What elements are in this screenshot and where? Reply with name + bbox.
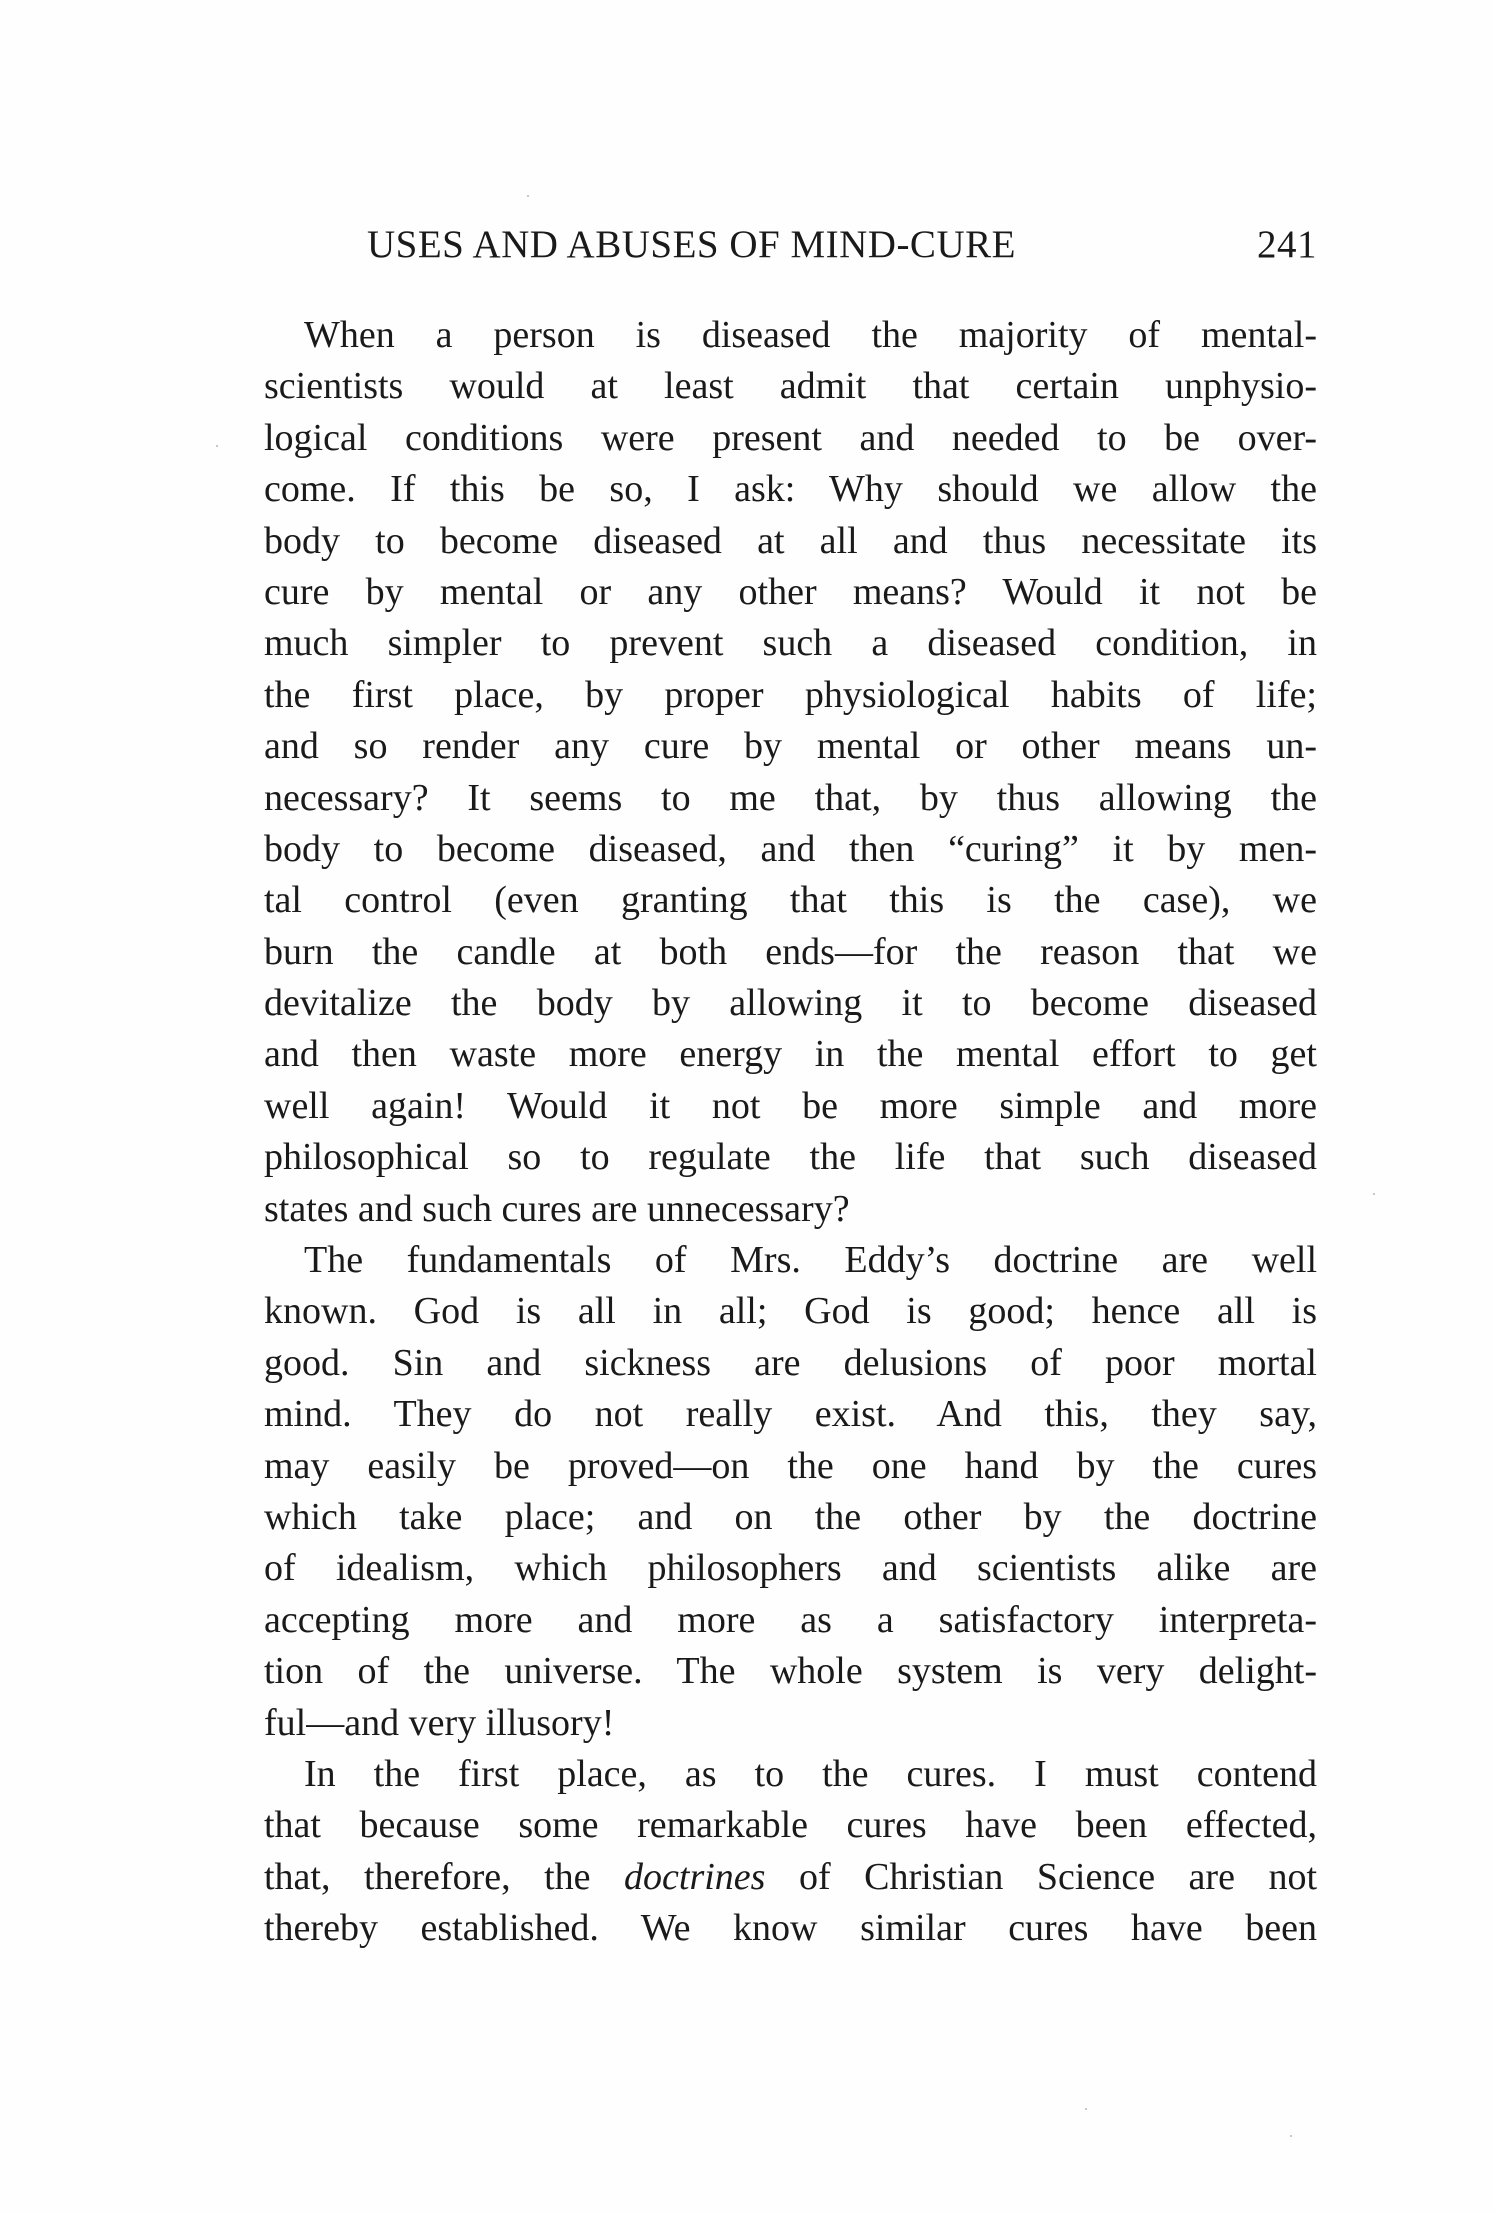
text-line: known. God is all in all; God is good; hence all is [264,1290,1317,1333]
page-number: 241 [1257,223,1317,266]
text-line: tion of the universe. The whole system is very delight- [264,1650,1317,1693]
text-line: good. Sin and sickness are delusions of poor mortal [264,1341,1317,1384]
text-line: of idealism, which philosophers and scientists alike are [264,1547,1317,1590]
text-line: In the first place, as to the cures. I must contend [304,1752,1317,1795]
text-line: ful—and very illusory! [264,1701,615,1744]
text-line: may easily be proved—on the one hand by the cures [264,1444,1317,1487]
running-head [367,220,1317,270]
text-line: When a person is diseased the majority of mental- [304,314,1317,356]
text-line: body to become diseased, and then “curing” it by men- [264,827,1317,870]
scan-speck [216,445,218,447]
text-line: cure by mental or any other means? Would it not be [264,570,1317,613]
text-line: states and such cures are unnecessary? [264,1187,850,1230]
text-line: thereby established. We know similar cures have been [264,1907,1317,1950]
text-line: much simpler to prevent such a diseased condition, in [264,622,1317,665]
text-line: that because some remarkable cures have been effected, [264,1804,1317,1847]
text-line: which take place; and on the other by the doctrine [264,1495,1317,1538]
text-line: necessary? It seems to me that, by thus allowing the [264,776,1317,819]
scan-speck [1373,1193,1375,1195]
running-title: USES AND ABUSES OF MIND-CURE [367,223,1016,266]
text-line: devitalize the body by allowing it to become diseased [264,982,1317,1025]
scan-speck [1085,2108,1087,2110]
italic-term: doctrines [624,1855,766,1898]
text-line: mind. They do not really exist. And this, they say, [264,1393,1317,1436]
text-line: the first place, by proper physiological habits of life; [264,673,1317,716]
text-line: tal control (even granting that this is the case), we [264,879,1317,922]
body-text [264,310,1317,1955]
text-line: and then waste more energy in the mental effort to get [264,1033,1317,1076]
text-line: accepting more and more as a satisfactory interpreta- [264,1598,1317,1641]
text-line: come. If this be so, I ask: Why should we allow the [264,468,1317,511]
text-line: logical conditions were present and needed to be over- [264,416,1317,459]
text-line: scientists would at least admit that certain unphysio- [264,365,1317,408]
text-line: burn the candle at both ends—for the reason that we [264,930,1317,973]
scan-speck [1290,2135,1292,2137]
text-run: that, therefore, the [264,1855,625,1898]
text-line: body to become diseased at all and thus necessitate its [264,519,1317,562]
text-line: well again! Would it not be more simple and more [264,1084,1317,1127]
scan-speck [527,195,529,197]
text-line: philosophical so to regulate the life that such diseased [264,1136,1317,1179]
text-run: of Christian Science are not [765,1855,1317,1898]
text-line [264,1852,1317,1903]
text-line: The fundamentals of Mrs. Eddy’s doctrine are well [304,1239,1317,1282]
text-line: and so render any cure by mental or other means un- [264,725,1317,768]
